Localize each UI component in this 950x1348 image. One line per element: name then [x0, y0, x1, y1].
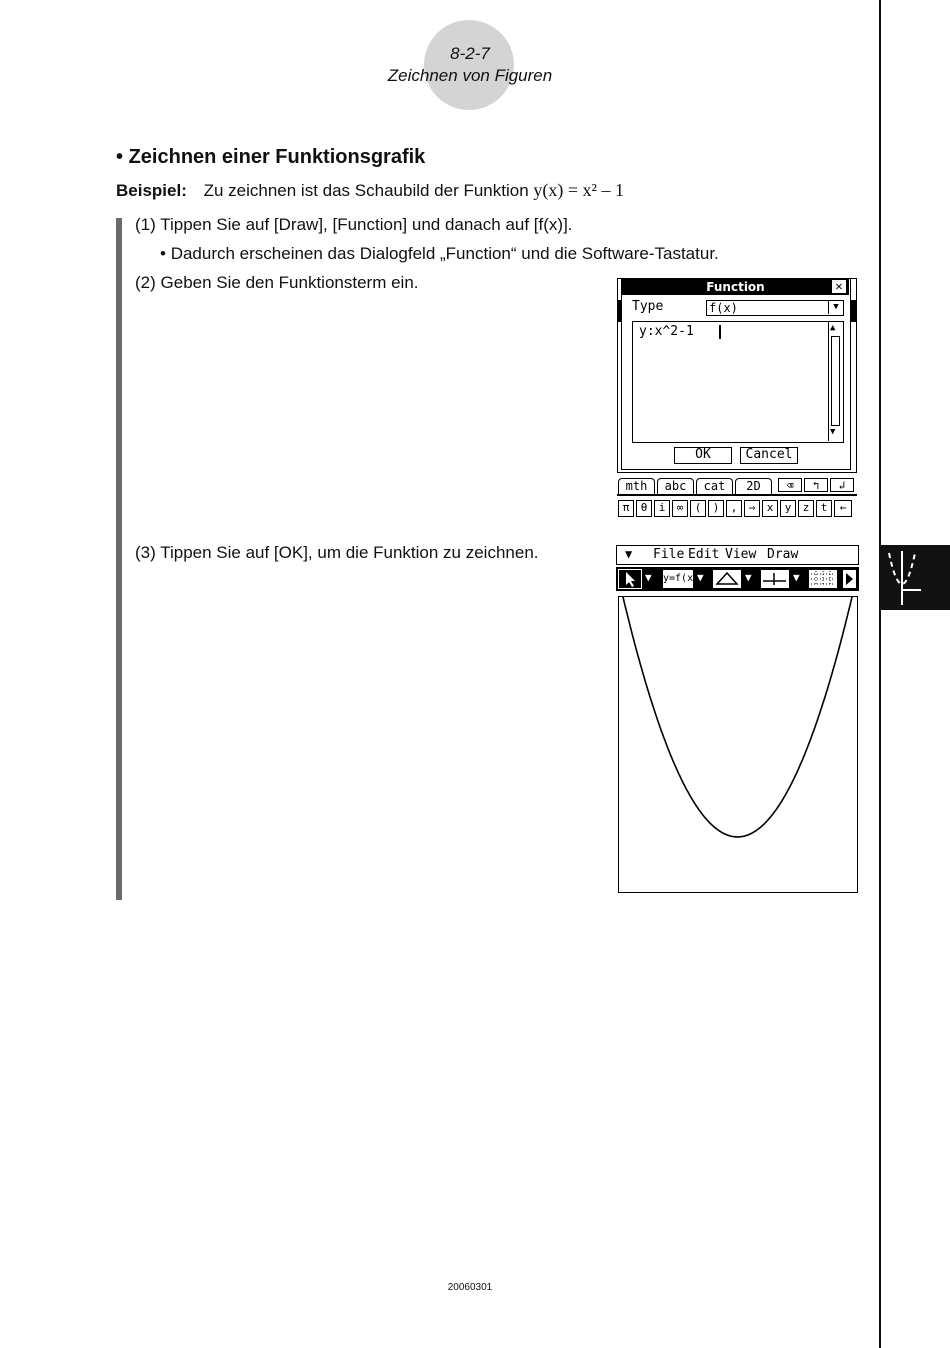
chevron-down-icon[interactable]: ▼ [828, 301, 843, 314]
pointer-icon[interactable] [618, 569, 642, 589]
keyboard-tab-cat[interactable]: cat [696, 478, 733, 495]
section-heading-text: Zeichnen einer Funktionsgrafik [128, 146, 426, 168]
graph-screenshot [616, 545, 860, 895]
vertical-scrollbar[interactable] [828, 322, 843, 441]
chapter-tab [881, 545, 950, 610]
cursor-left-icon[interactable]: ← [834, 500, 852, 517]
scroll-thumb[interactable] [831, 336, 840, 426]
step-number: (1) [135, 215, 156, 234]
type-select-value: f(x) [709, 301, 738, 315]
menu-edit[interactable]: Edit [688, 547, 720, 562]
page-edge-rule [879, 0, 881, 1348]
menu-draw[interactable]: Draw [767, 547, 799, 562]
keyboard-tab-baseline [617, 494, 857, 496]
keyboard-key[interactable]: z [798, 500, 814, 517]
menu-view[interactable]: View [725, 547, 757, 562]
parabola-curve [622, 597, 853, 837]
close-icon[interactable]: ✕ [832, 280, 846, 293]
function-dialog-screenshot [617, 278, 857, 523]
keyboard-key[interactable]: t [816, 500, 832, 517]
example-formula: y(x) = x² – 1 [533, 180, 624, 200]
section-heading [116, 146, 425, 169]
note-bullet: • [160, 244, 166, 263]
footer-code: 20060301 [447, 1282, 493, 1293]
header-circle [424, 20, 514, 110]
arrow-right-icon[interactable] [842, 569, 857, 589]
graph-plot [619, 597, 856, 891]
text-cursor [719, 325, 721, 339]
ok-button[interactable]: OK [674, 447, 732, 464]
keyboard-key[interactable]: y [780, 500, 796, 517]
step-3 [135, 543, 539, 563]
keyboard-tab-abc[interactable]: abc [657, 478, 694, 495]
dropdown-icon[interactable]: ▼ [745, 571, 752, 584]
backspace-icon[interactable]: ⌫ [778, 478, 802, 492]
step-1 [135, 215, 573, 235]
menu-down-icon[interactable]: ▼ [625, 547, 633, 561]
keyboard-key[interactable]: ( [690, 500, 706, 517]
example-line [116, 180, 624, 201]
cancel-button[interactable]: Cancel [740, 447, 798, 464]
scroll-up-icon[interactable]: ▲ [830, 323, 836, 333]
heading-bullet: • [116, 146, 124, 168]
toolbar [616, 567, 859, 591]
chapter-title: Zeichnen von Figuren [387, 66, 553, 85]
keyboard-key[interactable]: π [618, 500, 634, 517]
enter-icon[interactable]: ↲ [830, 478, 854, 492]
type-label: Type [632, 299, 664, 314]
dialog-title: Function [706, 280, 765, 294]
menu-bar [616, 545, 859, 565]
note-text: Dadurch erscheinen das Dialogfeld „Function“ und die Software-Tastatur. [170, 244, 719, 263]
step-number: (2) [135, 273, 156, 292]
keyboard-key[interactable]: ⇒ [744, 500, 760, 517]
keyboard-tab-2d[interactable]: 2D [735, 478, 772, 495]
keyboard-tab-mth[interactable]: mth [618, 478, 655, 495]
dropdown-icon[interactable]: ▼ [645, 571, 652, 584]
parabola-tab-icon [881, 545, 950, 610]
dialog-title-bar [622, 279, 849, 295]
function-dialog [621, 278, 851, 470]
function-input-text: y:x^2-1 [639, 324, 694, 339]
step-number: (3) [135, 543, 156, 562]
menu-file[interactable]: File [653, 547, 685, 562]
yfx-icon[interactable]: y=f(x) [662, 569, 694, 589]
dropdown-icon[interactable]: ▼ [697, 571, 704, 584]
keyboard-key[interactable]: ) [708, 500, 724, 517]
type-select[interactable] [706, 300, 844, 316]
triangle-icon[interactable] [712, 569, 742, 589]
axes-icon[interactable] [760, 569, 790, 589]
function-input-area[interactable] [632, 321, 844, 443]
scroll-down-icon[interactable]: ▼ [830, 427, 836, 437]
step-text: Geben Sie den Funktionsterm ein. [160, 273, 419, 292]
step-1-note [160, 244, 719, 264]
keyboard-key-row [618, 500, 857, 518]
example-label: Beispiel: [116, 181, 187, 200]
keyboard-key[interactable]: , [726, 500, 742, 517]
keyboard-key[interactable]: x [762, 500, 778, 517]
example-text: Zu zeichnen ist das Schaubild der Funktion [203, 181, 529, 200]
dropdown-icon[interactable]: ▼ [793, 571, 800, 584]
step-text: Tippen Sie auf [Draw], [Function] und danach auf [f(x)]. [160, 215, 573, 234]
keyboard-key[interactable]: θ [636, 500, 652, 517]
graph-window[interactable] [618, 596, 858, 893]
grid-icon[interactable] [808, 569, 838, 589]
step-2 [135, 273, 419, 293]
step-text: Tippen Sie auf [OK], um die Funktion zu zeichnen. [160, 543, 539, 562]
keyboard-key[interactable]: ∞ [672, 500, 688, 517]
keyboard-key[interactable]: i [654, 500, 670, 517]
step-side-bar [116, 218, 122, 900]
undo-icon[interactable]: ↰ [804, 478, 828, 492]
page-number: 8-2-7 [450, 44, 490, 63]
